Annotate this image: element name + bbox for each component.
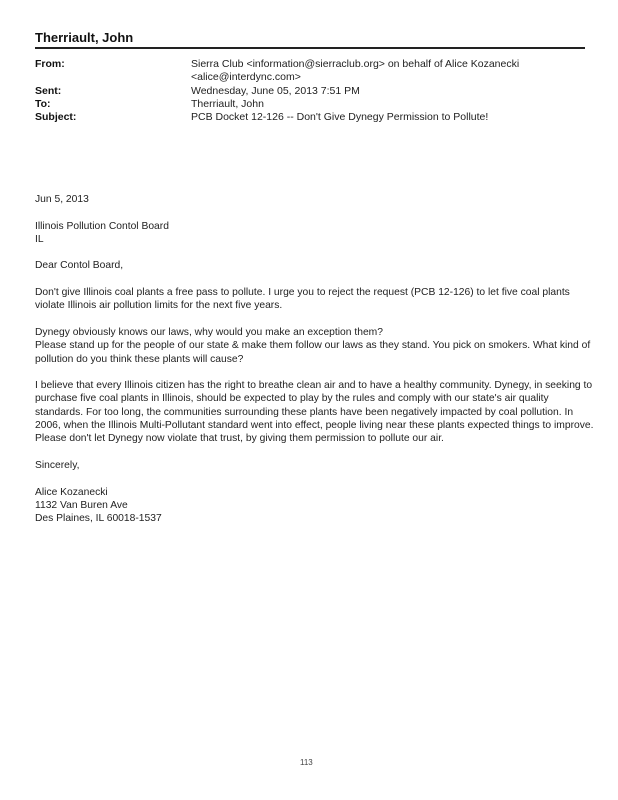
sent-label: Sent:	[35, 84, 62, 97]
title-divider	[35, 47, 585, 49]
paragraph-2	[35, 326, 595, 366]
signature-address1: 1132 Van Buren Ave	[35, 499, 128, 511]
page-number: 113	[300, 758, 313, 767]
signature-name: Alice Kozanecki	[35, 486, 108, 498]
salutation: Dear Contol Board,	[35, 260, 124, 272]
sent-row	[35, 85, 551, 98]
to-label: To:	[35, 97, 51, 110]
paragraph-2-line1: Dynegy obviously knows our laws, why would you make an exception them?	[35, 326, 383, 338]
email-body	[35, 193, 595, 539]
document-title: Therriault, John	[35, 30, 134, 45]
paragraph-1: Don't give Illinois coal plants a free pass to pollute. I urge you to reject the request (PCB 12-126) to let five coal plants violate Illinois air pollution limits for the next five years.	[35, 287, 570, 312]
subject-label: Subject:	[35, 111, 77, 124]
paragraph-3: I believe that every Illinois citizen has the right to breathe clean air and to have a healthy community. Dynegy, in seeking to purchase five coal plants in Illinois, should be expected to play by the rules and comply with our state's air quality standards. For too long, the communities surrounding these plants have been negatively impacted by coal pollution. In 2006, when the Illinois Multi-Pollutant standard went into effect, people living near these plants expected things to improve. Please don't let Dynegy now violate that trust, by giving them permission to pollute our air.	[35, 380, 594, 445]
to-value: Therriault, John	[191, 97, 264, 110]
from-label: From:	[35, 58, 65, 70]
subject-value: PCB Docket 12-126 -- Don't Give Dynegy Permission to Pollute!	[191, 111, 489, 124]
subject-row	[35, 111, 551, 124]
recipient	[35, 220, 595, 247]
signature	[35, 486, 595, 526]
to-row	[35, 98, 551, 111]
from-row	[35, 58, 551, 85]
closing: Sincerely,	[35, 459, 80, 471]
sent-value: Wednesday, June 05, 2013 7:51 PM	[191, 84, 360, 97]
paragraph-2-line2: Please stand up for the people of our state & make them follow our laws as they stand. You pick on smokers. What kind of pollution do you think these plants will cause?	[35, 340, 591, 365]
letter-date: Jun 5, 2013	[35, 194, 89, 205]
recipient-line2: IL	[35, 233, 44, 245]
email-header	[35, 58, 551, 124]
from-value: Sierra Club <information@sierraclub.org> on behalf of Alice Kozanecki <alice@interdync.com>	[191, 58, 520, 84]
recipient-line1: Illinois Pollution Contol Board	[35, 220, 169, 232]
signature-address2: Des Plaines, IL 60018-1537	[35, 513, 162, 525]
